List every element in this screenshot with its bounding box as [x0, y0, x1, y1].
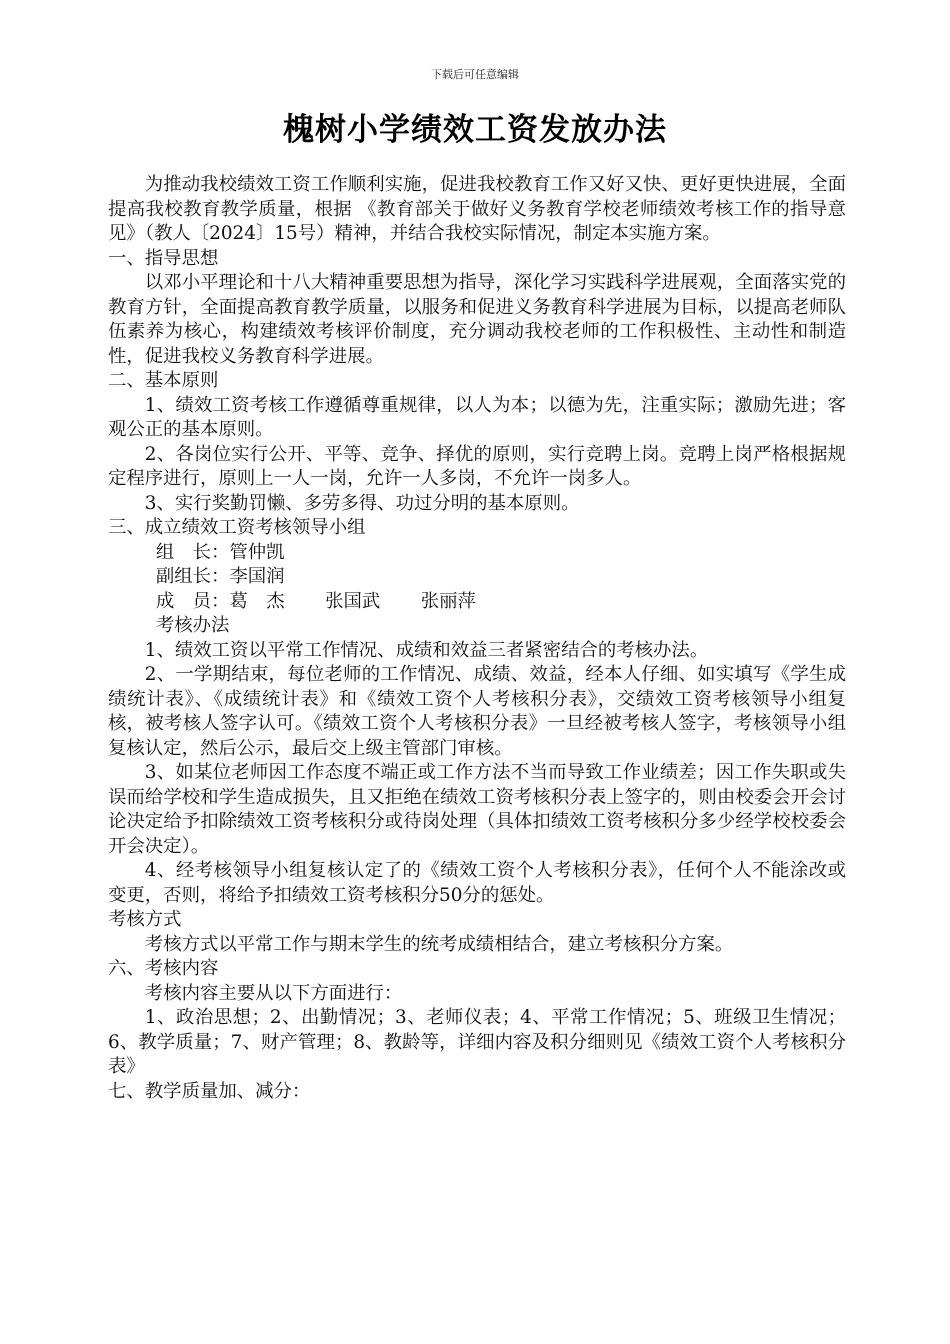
group-members: [108, 590, 846, 615]
section-heading: 六、考核内容: [108, 958, 219, 979]
section-heading: 三、成立绩效工资考核领导小组: [108, 517, 366, 538]
section-heading: 考核办法: [155, 615, 230, 636]
section-heading: 七、教学质量加、减分：: [108, 1080, 311, 1102]
member-name: 葛 杰: [229, 590, 285, 612]
method-item: 3、如某位老师因工作态度不端正或工作方法不当而导致工作业绩差；因工作失职或失误而给学校和学生造成损失，且又拒绝在绩效工资考核积分表上签字的，则由校委会开会讨论决定给予扣除绩效工资考核积分或待岗处理（具体扣绩效工资考核积分多少经学校校委会开会决定）。: [108, 762, 846, 857]
guiding-thought-paragraph: 以邓小平理论和十八大精神重要思想为指导，深化学习实践科学进展观，全面落实党的教育方针，全面提高教育教学质量，以服务和促进义务教育科学进展为目标，以提高老师队伍素养为核心，构建绩效考核评价制度，充分调动我校老师的工作积极性、主动性和制造性，促进我校义务教育科学进展。: [108, 272, 846, 367]
section-heading: 一、指导思想: [108, 247, 219, 269]
principle-item: 2、各岗位实行公开、平等、竞争、择优的原则，实行竞聘上岗。竞聘上岗严格根据规定程序进行，原则上一人一岗，允许一人多岗，不允许一岗多人。: [108, 443, 846, 489]
member-name: 张丽萍: [420, 590, 476, 612]
member-name: 张国武: [325, 590, 381, 612]
assessment-method-paragraph: 考核方式以平常工作与期末学生的统考成绩相结合，建立考核积分方案。: [144, 933, 734, 955]
method-item: 1、绩效工资以平常工作情况、成绩和效益三者紧密结合的考核办法。: [144, 639, 709, 661]
content-intro: 考核内容主要从以下方面进行：: [144, 982, 403, 1004]
intro-paragraph: 为推动我校绩效工资工作顺利实施，促进我校教育工作又好又快、更好更快进展，全面提高我校教育教学质量，根据 《教育部关于做好义务教育学校老师绩效考核工作的指导意见》（教人〔2024〕15号）精神，并结合我校实际情况，制定本实施方案。: [108, 174, 846, 244]
group-deputy: 副组长：李国润: [155, 566, 285, 587]
section-heading: 考核方式: [108, 909, 182, 930]
method-item: 2、一学期结束，每位老师的工作情况、成绩、效益，经本人仔细、如实填写《学生成绩统计表》、《成绩统计表》和《绩效工资个人考核积分表》，交绩效工资考核领导小组复核，被考核人签字认可。《绩效工资个人考核积分表》一旦经被考核人签字，考核领导小组复核认定，然后公示，最后交上级主管部门审核。: [108, 664, 846, 759]
content-list: 1、政治思想；2、出勤情况；3、老师仪表；4、平常工作情况；5、班级卫生情况；6、教学质量；7、财产管理；8、教龄等，详细内容及积分细则见《绩效工资个人考核积分表》: [108, 1007, 846, 1077]
members-label: 成 员：: [155, 590, 230, 612]
section-heading: 二、基本原则: [108, 370, 219, 391]
method-item: 4、经考核领导小组复核认定了的《绩效工资个人考核积分表》，任何个人不能涂改或变更，否则，将给予扣绩效工资考核积分50分的惩处。: [108, 860, 846, 906]
principle-item: 1、绩效工资考核工作遵循尊重规律，以人为本；以德为先，注重实际；激励先进；客观公正的基本原则。: [108, 394, 846, 440]
header-note: 下载后可任意编辑: [431, 68, 519, 81]
document-title: 槐树小学绩效工资发放办法: [283, 112, 667, 148]
group-leader: 组 长：管仲凯: [155, 541, 285, 563]
document-body: [108, 173, 846, 1104]
principle-item: 3、实行奖勤罚懒、多劳多得、功过分明的基本原则。: [144, 492, 580, 514]
